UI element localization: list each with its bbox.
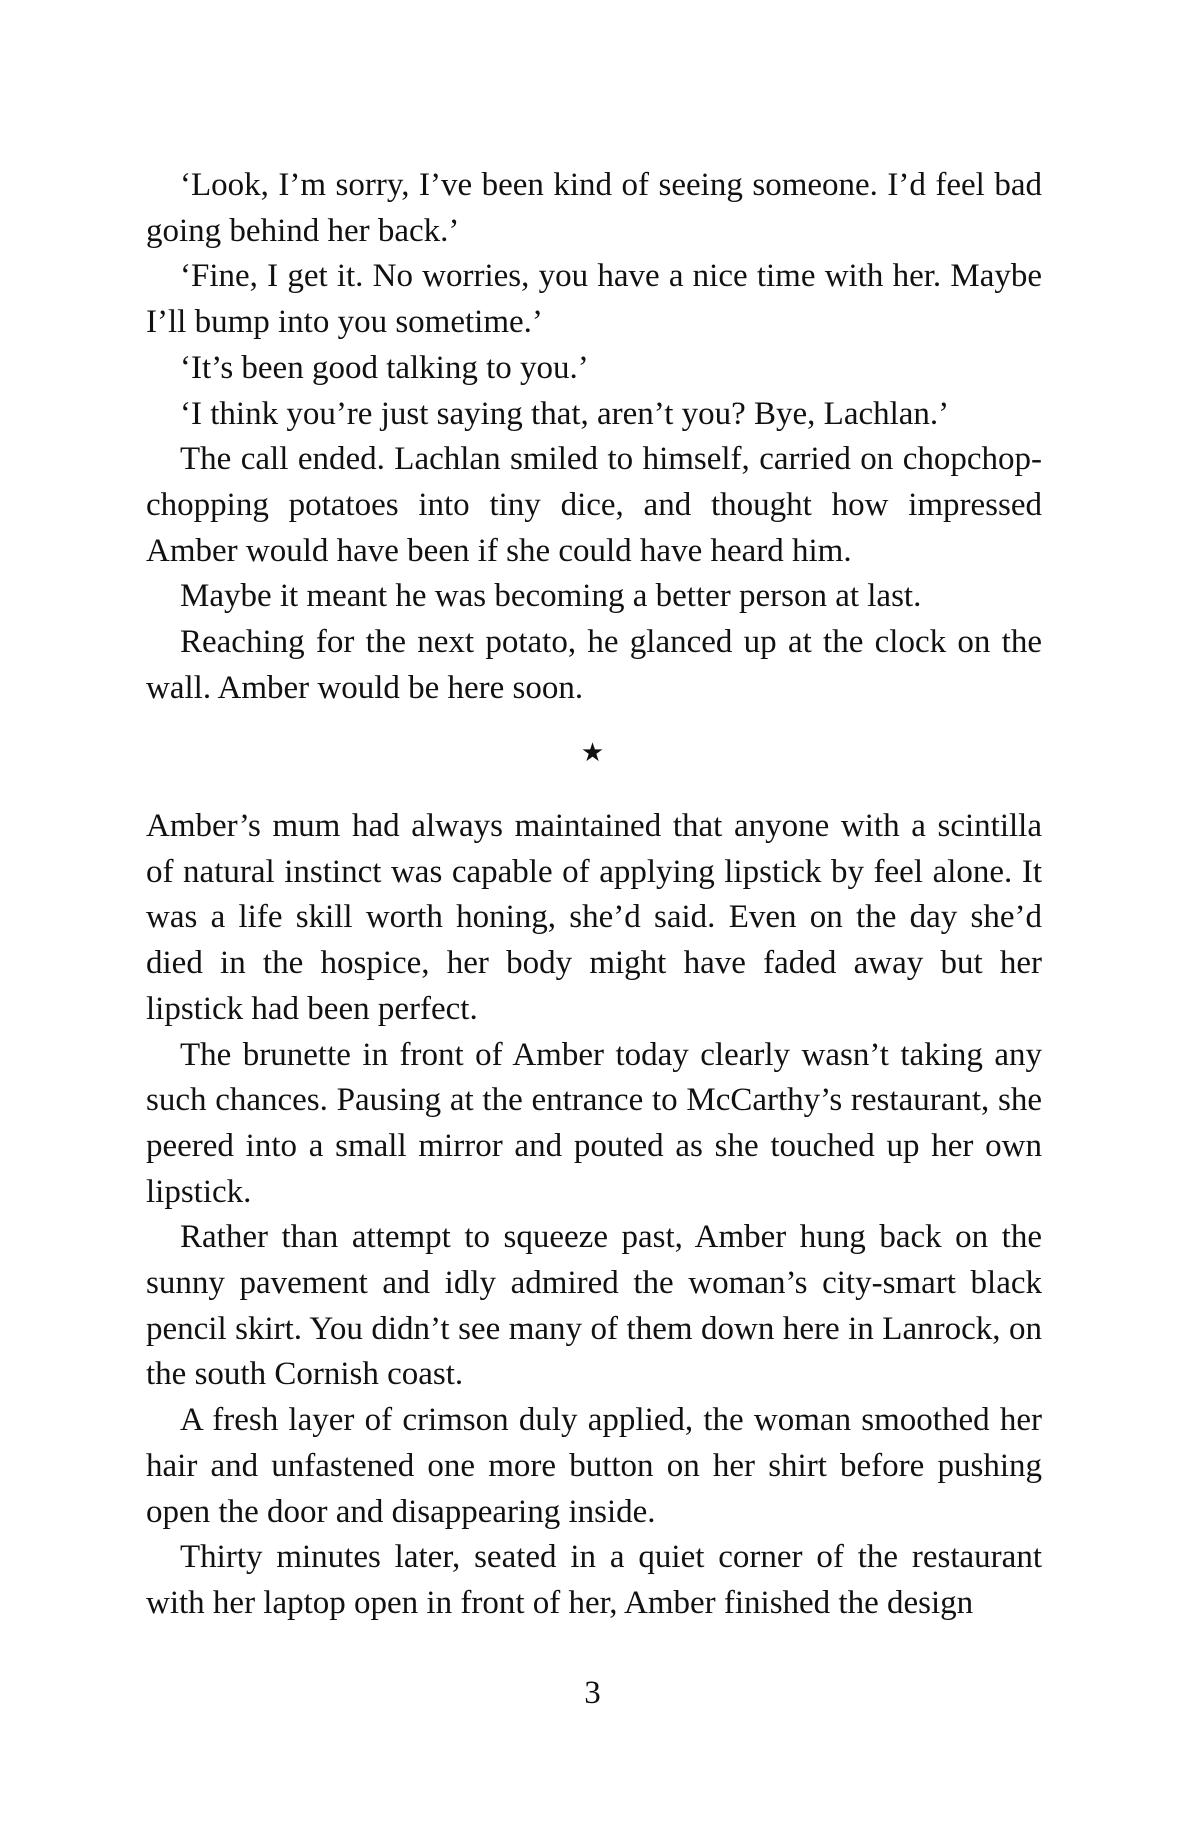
section-one-text <box>146 163 1042 711</box>
paragraph: The brunette in front of Amber today clearly wasn’t taking any such chances. Pausing at the entrance to McCarthy’s restaurant, she peered into a small mirror and pouted as she touched up her own lipstick. <box>146 1036 1042 1210</box>
paragraph: Thirty minutes later, seated in a quiet corner of the restaurant with her laptop open in front of her, Amber finished the design <box>146 1539 1042 1621</box>
paragraph: Reaching for the next potato, he glanced up at the clock on the wall. Amber would be here soon. <box>146 624 1042 706</box>
paragraph: ‘It’s been good talking to you.’ <box>180 349 589 386</box>
scene-break-star-icon: ★ <box>580 738 605 767</box>
paragraph: A fresh layer of crimson duly applied, the woman smoothed her hair and unfastened one more button on her shirt before pushing open the door and disappearing inside. <box>146 1402 1042 1530</box>
page-number: 3 <box>584 1675 601 1711</box>
paragraph: The call ended. Lachlan smiled to himself, carried on chopchop-chopping potatoes into tiny dice, and thought how impressed Amber would have been if she could have heard him. <box>146 441 1042 569</box>
section-two-text <box>146 804 1042 1627</box>
paragraph: ‘I think you’re just saying that, aren’t you? Bye, Lachlan.’ <box>180 395 950 432</box>
paragraph: Amber’s mum had always maintained that anyone with a scintilla of natural instinct was capable of applying lipstick by feel alone. It was a life skill worth honing, she’d said. Even on the day she’d died in the hospice, her body might have faded away but her lipstick had been perfect. <box>146 808 1042 1027</box>
paragraph: ‘Fine, I get it. No worries, you have a nice time with her. Maybe I’ll bump into you sometime.’ <box>146 258 1042 341</box>
paragraph: ‘Look, I’m sorry, I’ve been kind of seeing someone. I’d feel bad going behind her back.’ <box>146 167 1042 249</box>
paragraph: Maybe it meant he was becoming a better person at last. <box>180 578 922 615</box>
paragraph: Rather than attempt to squeeze past, Amber hung back on the sunny pavement and idly admired the woman’s city-smart black pencil skirt. You didn’t see many of them down here in Lanrock, on the south Cornish coast. <box>146 1219 1042 1393</box>
